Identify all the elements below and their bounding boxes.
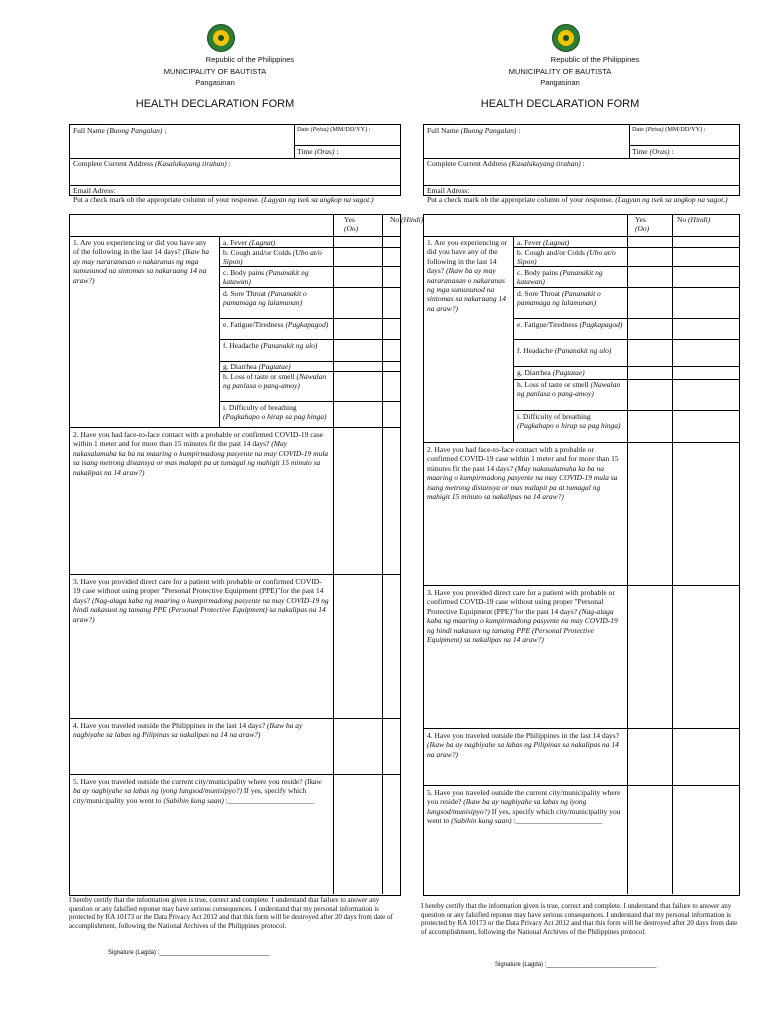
symptom-body-pains: c. Body pains (Pananakit ng katawan) (223, 268, 309, 287)
yes-column-header: Yes (Oo) (344, 215, 359, 234)
republic-heading: Republic of the Philippines (550, 55, 640, 64)
question-4: 4. Have you traveled outside the Philippines in the last 14 days? (Ikaw ba ay nagbiyahe sa labas ng Pilipinas sa nakalipas na 14 na araw?) (427, 731, 620, 759)
form-title: HEALTH DECLARATION FORM (135, 98, 295, 110)
symptom-fever: a. Fever (Lagnat) (517, 238, 570, 247)
symptom-cough: b. Cough and/or Colds (Ubo at/o Sipon) (223, 248, 322, 267)
health-declaration-form-left (50, 0, 424, 1024)
full-name-field[interactable]: Full Name (Buong Pangalan) : (73, 126, 167, 135)
question-3: 3. Have you provided direct care for a patient with probable or confirmed COVID-19 case without using proper "Personal Protective Equipment (PPE)"for the past 14 days? (Nag-alaga kaba ng maaring o kumpirmadong pasyente na may COVID-19 ng hindi nakasuot ng tamang PPE (Personal Protective Equipment) sa nakalipas na 14 araw?) (427, 588, 618, 645)
province-heading: Pangasinan (195, 78, 235, 87)
symptom-body-pains: c. Body pains (Pananakit ng katawan) (517, 268, 603, 287)
time-field[interactable]: Time (Oras) : (632, 147, 674, 156)
municipality-heading: MUNICIPALITY OF BAUTISTA (508, 67, 612, 76)
no-column-header: No (Hindi) (677, 215, 711, 224)
question-2: 2. Have you had face-to-face contact with a probable or confirmed COVID-19 case within 1 meter and for more than 15 minutes fir the past 14 days? (May nakasalamuha ka ba na maaring o kumpirmadong pasyente na may COVID-19 mula sa isang metrong distansya or mas malapit pa at tumagal ng mahigit 15 minuto sa nakalipas na 14 araw?) (73, 430, 329, 477)
time-field[interactable]: Time (Oras) : (297, 147, 339, 156)
municipality-heading: MUNICIPALITY OF BAUTISTA (163, 67, 267, 76)
province-heading: Pangasinan (540, 78, 580, 87)
symptom-fatigue: e. Fatigue/Tiredness (Pagkapagod) (223, 320, 329, 329)
address-field[interactable]: Complete Current Address (Kasalukuyang tirahan) : (427, 159, 585, 168)
symptom-loss-taste-smell: h. Loss of taste or smell (Nawalan ng panlasa o pang-amoy) (223, 372, 327, 391)
symptom-diarrhea: g. Diarrhea (Pagtatae) (223, 362, 291, 371)
question-3: 3. Have you provided direct care for a patient with probable or confirmed COVID-19 case without using proper "Personal Protective Equipment (PPE)"for the past 14 days? (Nag-alaga kaba ng maaring o kumpirmadong pasyente na may COVID-19 ng hindi nakasuot ng tamang PPE (Personal Protective Equipment) sa nakalipas na 14 araw?) (73, 577, 329, 624)
question-1: 1. Are you experiencing or did you have any of the following in the last 14 days? (Ikaw ba ay may nararanasan o nakaranas ng mga sumusunod na sintomas sa nakaraang 14 na araw?) (427, 238, 508, 313)
full-name-field[interactable]: Full Name (Buong Pangalan) : (427, 126, 521, 135)
signature-line[interactable]: Signature (Lagda) :_________________________________ (495, 962, 657, 968)
municipal-seal-logo (207, 24, 235, 52)
symptom-headache: f. Headache (Pananakit ng ulo) (223, 341, 318, 350)
health-declaration-form-right (395, 0, 738, 1024)
symptom-fever: a. Fever (Lagnat) (223, 238, 276, 247)
certification-text: I hereby certify that the information given is true, correct and complete. I understand that failure to answer any question or any falsified reponse may have serious consequences. I understand that my personal information is protected by RA 10173 or the Data Privacy Act 2012 and that this form will be destroyed after 20 days from date of accomplishment, following the National Archives of the Philippines protocol. (69, 896, 393, 930)
date-field[interactable]: Date (Petsa) (MM/DD/YY) : (297, 126, 371, 133)
email-field[interactable]: Email Adress: (73, 186, 116, 195)
date-field[interactable]: Date (Petsa) (MM/DD/YY) : (632, 126, 706, 133)
municipal-seal-logo (552, 24, 580, 52)
no-column-header: No (Hindi) (390, 215, 424, 224)
symptom-sore-throat: d. Sore Throat (Pananakit o pamamaga ng lalamunan) (223, 289, 307, 308)
question-5: 5. Have you traveled outside the current city/municipality where you reside? (Ikaw ba ay nagbiyahe sa labas ng iyong lungsod/munisipyo?) If yes, specify which city/municipality you went to (Sabihin kung saan) :_______________________ (73, 777, 322, 805)
signature-line[interactable]: Signature (Lagda) :_________________________________ (108, 950, 270, 956)
question-5: 5. Have you traveled outside the current city/municipality where you reside? (Ikaw ba ay nagbiyahe sa labas ng iyong lungsod/munisipyo?) If yes, specify which city/municipality you went to (Sabihin kung saan) :_______________________ (427, 788, 621, 826)
address-field[interactable]: Complete Current Address (Kasalukuyang tirahan) : (73, 159, 231, 168)
instruction-text: Put a check mark ob the appropriate column of your response. (Lagyan ng tsek sa angkop na sagot.) (73, 195, 374, 204)
certification-text: I hereby certify that the information given is true, correct and complete. I understand that failure to answer any question or any falsified reponse may have serious consequences. I understand that my personal information is protected by RA 10173 or the Data Privacy Act 2012 and that this form will be destroyed after 20 days from date of accomplishment, following the National Archives of the Philippines protocol. (421, 902, 738, 936)
question-4: 4. Have you traveled outside the Philippines in the last 14 days? (Ikaw ba ay nagbiyahe sa labas ng Pilipinas sa nakalipas na 14 na araw?) (73, 721, 303, 740)
republic-heading: Republic of the Philippines (205, 55, 295, 64)
symptom-headache: f. Headache (Pananakit ng ulo) (517, 346, 612, 355)
symptom-fatigue: e. Fatigue/Tiredness (Pagkapagod) (517, 320, 623, 329)
symptom-diarrhea: g. Diarrhea (Pagtatae) (517, 368, 585, 377)
question-2: 2. Have you had face-to-face contact with a probable or confirmed COVID-19 case within 1 meter and for more than 15 minutes fir the past 14 days? (May nakasalamuha ka ba na maaring o kumpirmadong pasyente na may COVID-19 mula sa isang metrong distansya or mas malapit pa at tumagal ng mahigit 15 minuto sa nakalipas na 14 araw?) (427, 445, 619, 502)
question-1: 1. Are you experiencing or did you have any of the following in the last 14 days? (Ikaw ba ay may nararanasan o nakaranas ng mga sumusunod na sintomas sa nakaraang 14 na araw?) (73, 238, 210, 285)
symptom-cough: b. Cough and/or Colds (Ubo at/o Sipon) (517, 248, 616, 267)
symptom-loss-taste-smell: h. Loss of taste or smell (Nawalan ng panlasa o pang-amoy) (517, 380, 621, 399)
yes-column-header: Yes (Oo) (635, 215, 650, 234)
instruction-text: Put a check mark ob the appropriate column of your response. (Lagyan ng tsek sa angkop na sagot.) (427, 195, 728, 204)
email-field[interactable]: Email Adress: (427, 186, 470, 195)
symptom-difficulty-breathing: i. Difficulty of breathing (Pagkahapo o hirap sa pag hinga) (517, 412, 621, 431)
form-title: HEALTH DECLARATION FORM (480, 98, 640, 110)
symptom-sore-throat: d. Sore Throat (Pananakit o pamamaga ng lalamunan) (517, 289, 601, 308)
symptom-difficulty-breathing: i. Difficulty of breathing (Pagkahapo o hirap sa pag hinga) (223, 403, 327, 422)
